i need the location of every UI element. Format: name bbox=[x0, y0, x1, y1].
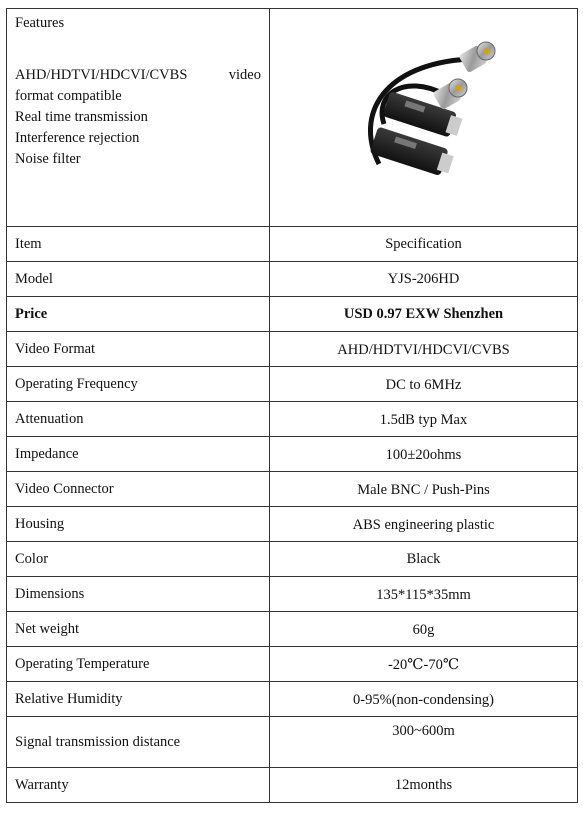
row-value: 0-95%(non-condensing) bbox=[270, 682, 578, 717]
table-row bbox=[7, 647, 578, 682]
header-spec: Specification bbox=[270, 227, 578, 262]
table-row bbox=[7, 367, 578, 402]
features-cell bbox=[7, 9, 270, 227]
row-label: Housing bbox=[7, 507, 270, 542]
row-value: 1.5dB typ Max bbox=[270, 402, 578, 437]
table-row bbox=[7, 612, 578, 647]
video-balun-product-image bbox=[344, 24, 504, 204]
row-value: AHD/HDTVI/HDCVI/CVBS bbox=[270, 332, 578, 367]
row-value: 100±20ohms bbox=[270, 437, 578, 472]
row-label: Color bbox=[7, 542, 270, 577]
header-item: Item bbox=[7, 227, 270, 262]
table-row bbox=[7, 437, 578, 472]
row-value: 135*115*35mm bbox=[270, 577, 578, 612]
row-label: Signal transmission distance bbox=[7, 717, 270, 768]
row-label: Operating Frequency bbox=[7, 367, 270, 402]
row-value: Male BNC / Push-Pins bbox=[270, 472, 578, 507]
table-row bbox=[7, 682, 578, 717]
features-row bbox=[7, 9, 578, 227]
row-value: Black bbox=[270, 542, 578, 577]
row-label: Impedance bbox=[7, 437, 270, 472]
table-row bbox=[7, 472, 578, 507]
table-row bbox=[7, 332, 578, 367]
row-label: Price bbox=[7, 297, 270, 332]
row-label: Video Connector bbox=[7, 472, 270, 507]
row-label: Operating Temperature bbox=[7, 647, 270, 682]
row-value: 60g bbox=[270, 612, 578, 647]
row-value: -20℃-70℃ bbox=[270, 647, 578, 682]
table-row bbox=[7, 542, 578, 577]
table-row bbox=[7, 507, 578, 542]
table-row bbox=[7, 402, 578, 437]
feature-line-2: format compatible bbox=[15, 88, 122, 104]
row-label: Dimensions bbox=[7, 577, 270, 612]
table-row bbox=[7, 577, 578, 612]
feature-line-4: Interference rejection bbox=[15, 130, 140, 146]
row-label: Relative Humidity bbox=[7, 682, 270, 717]
table-header-row bbox=[7, 227, 578, 262]
row-value: YJS-206HD bbox=[270, 262, 578, 297]
spec-table bbox=[6, 8, 578, 803]
table-row bbox=[7, 717, 578, 768]
feature-line-5: Noise filter bbox=[15, 151, 81, 167]
features-title: Features bbox=[15, 15, 65, 31]
row-label: Attenuation bbox=[7, 402, 270, 437]
table-row bbox=[7, 262, 578, 297]
product-image-cell bbox=[270, 9, 578, 227]
table-row bbox=[7, 297, 578, 332]
row-value: 300~600m bbox=[270, 717, 578, 768]
row-value: ABS engineering plastic bbox=[270, 507, 578, 542]
row-value: 12months bbox=[270, 768, 578, 803]
table-row bbox=[7, 768, 578, 803]
row-label: Model bbox=[7, 262, 270, 297]
row-label: Net weight bbox=[7, 612, 270, 647]
feature-line-1-right: video bbox=[228, 67, 261, 83]
row-value: USD 0.97 EXW Shenzhen bbox=[270, 297, 578, 332]
row-value: DC to 6MHz bbox=[270, 367, 578, 402]
row-label: Video Format bbox=[7, 332, 270, 367]
feature-line-1-left: AHD/HDTVI/HDCVI/CVBS bbox=[15, 67, 188, 83]
feature-line-3: Real time transmission bbox=[15, 109, 148, 125]
feature-line-1 bbox=[15, 65, 261, 86]
row-label: Warranty bbox=[7, 768, 270, 803]
